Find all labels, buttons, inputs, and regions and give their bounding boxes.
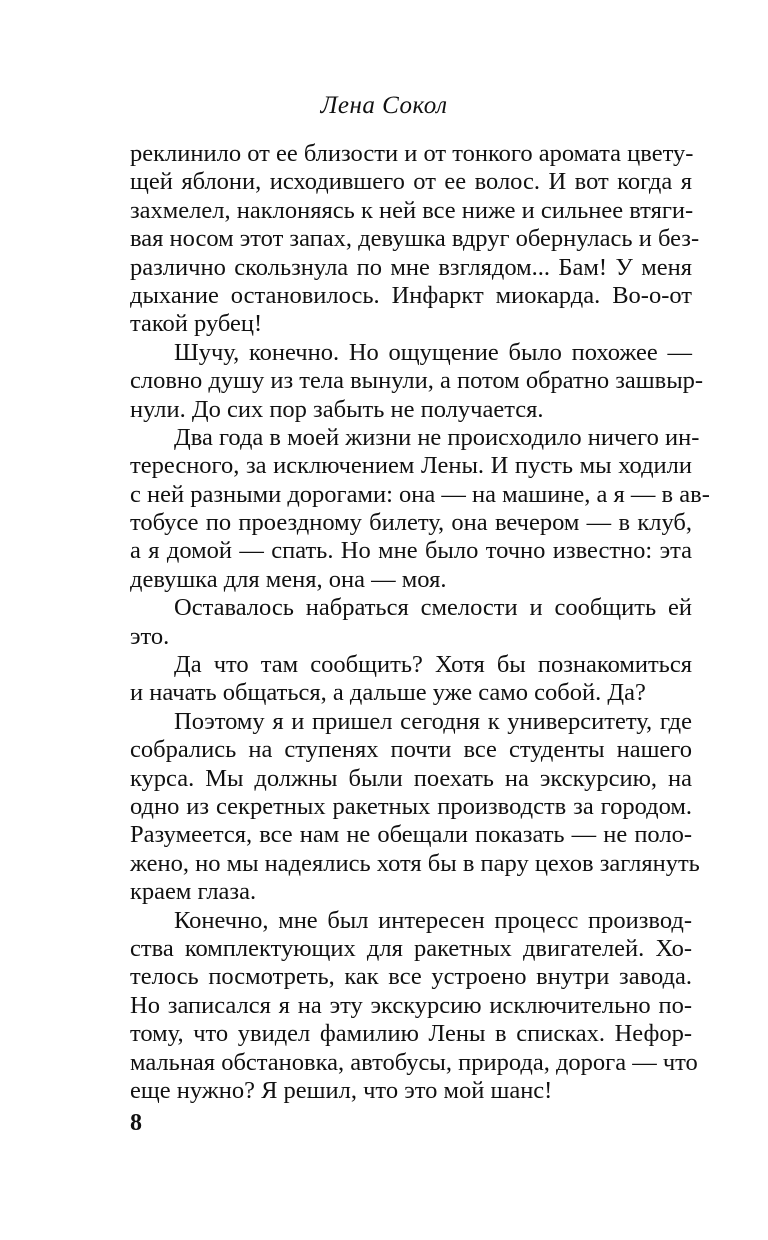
text-line: Но записался я на эту экскурсию исключительно по-	[130, 991, 692, 1019]
paragraph	[130, 707, 700, 907]
text-line: дыхание остановилось. Инфаркт миокарда. Во-о-от	[130, 281, 692, 309]
text-line: захмелел, наклоняясь к ней все ниже и сильнее втяги-	[130, 196, 694, 224]
page-number: 8	[130, 1110, 142, 1136]
text-line: жено, но мы надеялись хотя бы в пару цехов заглянуть	[130, 849, 700, 877]
text-line: мальная обстановка, автобусы, природа, дорога — что	[130, 1048, 698, 1076]
text-line: словно душу из тела вынули, а потом обратно зашвыр-	[130, 367, 704, 395]
text-line: Разумеется, все нам не обещали показать — не поло-	[130, 821, 692, 849]
text-line: телось посмотреть, как все устроено внутри завода.	[130, 963, 692, 991]
body-text	[130, 140, 710, 1105]
text-line: ства комплектующих для ракетных двигателей. Хо-	[130, 934, 692, 962]
paragraph	[130, 140, 700, 339]
text-line: Шучу, конечно. Но ощущение было похожее —	[174, 338, 692, 366]
text-line: различно скользнула по мне взглядом... Бам! У меня	[130, 253, 692, 281]
text-line: Оставалось набраться смелости и сообщить ей	[174, 594, 692, 622]
text-line: и начать общаться, а дальше уже само собой. Да?	[130, 679, 646, 707]
paragraph	[130, 651, 692, 708]
text-line: еще нужно? Я решил, что это мой шанс!	[130, 1076, 553, 1104]
paragraph	[130, 423, 710, 594]
text-line: реклинило от ее близости и от тонкого аромата цвету-	[130, 140, 694, 167]
text-line: Два года в моей жизни не происходило ничего ин-	[174, 423, 700, 451]
paragraph	[130, 338, 704, 424]
text-line: тому, что увидел фамилию Лены в списках. Нефор-	[130, 1020, 692, 1048]
text-line: курса. Мы должны были поехать на экскурсию, на	[130, 764, 692, 792]
text-line: Поэтому я и пришел сегодня к университету, где	[174, 707, 692, 735]
text-line: одно из секретных ракетных производств за городом.	[130, 792, 692, 820]
running-head: Лена Сокол	[320, 92, 448, 119]
text-line: с ней разными дорогами: она — на машине, а я — в ав-	[130, 480, 710, 508]
text-line: Да что там сообщить? Хотя бы познакомиться	[174, 651, 692, 679]
text-line: тобусе по проездному билету, она вечером — в клуб,	[130, 509, 692, 537]
text-line: собрались на ступенях почти все студенты нашего	[130, 736, 692, 764]
text-line: такой рубец!	[130, 310, 263, 338]
text-line: тересного, за исключением Лены. И пусть мы ходили	[130, 452, 692, 480]
text-line: девушка для меня, она — моя.	[130, 565, 447, 593]
paragraph	[130, 594, 692, 651]
paragraph	[130, 906, 698, 1106]
text-line: щей яблони, исходившего от ее волос. И вот когда я	[130, 168, 692, 196]
text-line: вая носом этот запах, девушка вдруг обернулась и без-	[130, 225, 700, 253]
text-line: это.	[130, 622, 170, 650]
text-line: краем глаза.	[130, 878, 257, 906]
text-line: а я домой — спать. Но мне было точно известно: эта	[130, 537, 692, 565]
text-line: Конечно, мне был интересен процесс производ-	[174, 906, 692, 934]
text-line: нули. До сих пор забыть не получается.	[130, 395, 544, 423]
